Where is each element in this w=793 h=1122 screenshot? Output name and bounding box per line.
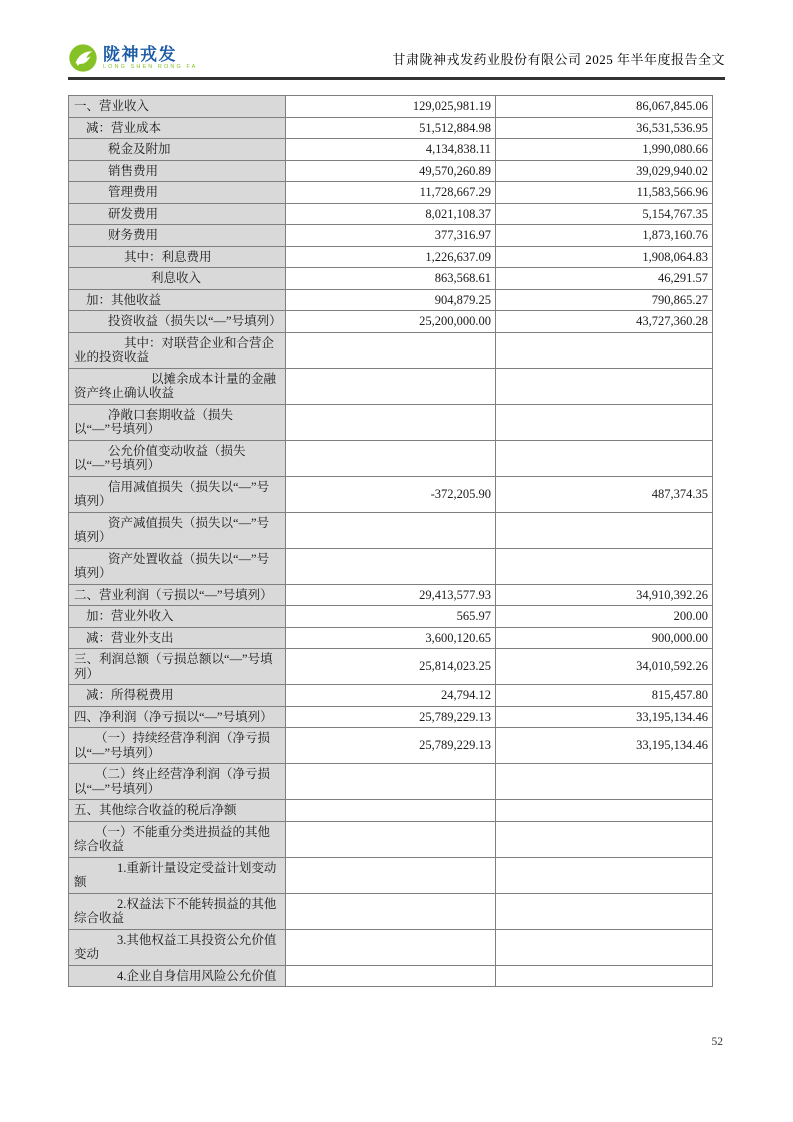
row-value-current-period: 8,021,108.37 [286, 203, 496, 225]
income-statement-table [68, 95, 713, 987]
row-value-current-period: 129,025,981.19 [286, 96, 496, 118]
row-value-prior-period: 200.00 [496, 606, 713, 628]
row-value-current-period: 11,728,667.29 [286, 182, 496, 204]
row-value-current-period: 863,568.61 [286, 268, 496, 290]
row-value-current-period [286, 548, 496, 584]
row-value-prior-period: 900,000.00 [496, 627, 713, 649]
row-value-prior-period [496, 404, 713, 440]
row-value-prior-period: 43,727,360.28 [496, 311, 713, 333]
row-value-prior-period: 1,873,160.76 [496, 225, 713, 247]
row-label: 财务费用 [69, 225, 286, 247]
table-row [69, 764, 713, 800]
row-value-prior-period [496, 368, 713, 404]
row-label: 减：营业成本 [69, 117, 286, 139]
row-label: 信用减值损失（损失以“—”号填列） [69, 476, 286, 512]
row-value-prior-period: 36,531,536.95 [496, 117, 713, 139]
row-value-prior-period [496, 821, 713, 857]
row-value-current-period: 49,570,260.89 [286, 160, 496, 182]
row-label: 1.重新计量设定受益计划变动额 [69, 857, 286, 893]
row-label: 投资收益（损失以“—”号填列） [69, 311, 286, 333]
row-label: 净敞口套期收益（损失以“—”号填列） [69, 404, 286, 440]
row-value-prior-period: 34,910,392.26 [496, 584, 713, 606]
row-value-current-period: 24,794.12 [286, 685, 496, 707]
row-label: 2.权益法下不能转损益的其他综合收益 [69, 893, 286, 929]
row-value-prior-period: 39,029,940.02 [496, 160, 713, 182]
logo-text [103, 46, 197, 71]
table-row [69, 685, 713, 707]
row-value-prior-period: 790,865.27 [496, 289, 713, 311]
table-row [69, 246, 713, 268]
row-value-current-period [286, 332, 496, 368]
table-row [69, 476, 713, 512]
row-value-current-period: 29,413,577.93 [286, 584, 496, 606]
report-title: 甘肃陇神戎发药业股份有限公司 2025 年半年度报告全文 [392, 51, 725, 67]
row-value-prior-period: 1,990,080.66 [496, 139, 713, 161]
row-value-prior-period: 46,291.57 [496, 268, 713, 290]
row-label: 加：其他收益 [69, 289, 286, 311]
row-value-current-period: 904,879.25 [286, 289, 496, 311]
table-row [69, 728, 713, 764]
page-header [68, 42, 725, 74]
row-label: 税金及附加 [69, 139, 286, 161]
row-value-current-period [286, 764, 496, 800]
row-value-prior-period [496, 332, 713, 368]
row-value-current-period: 4,134,838.11 [286, 139, 496, 161]
row-value-prior-period [496, 440, 713, 476]
row-label: 减：所得税费用 [69, 685, 286, 707]
row-label: （一）不能重分类进损益的其他综合收益 [69, 821, 286, 857]
table-row [69, 332, 713, 368]
row-value-prior-period [496, 764, 713, 800]
row-value-current-period: 1,226,637.09 [286, 246, 496, 268]
row-label: 二、营业利润（亏损以“—”号填列） [69, 584, 286, 606]
row-label: 以摊余成本计量的金融资产终止确认收益 [69, 368, 286, 404]
row-value-current-period [286, 404, 496, 440]
table-row [69, 440, 713, 476]
table-row [69, 225, 713, 247]
table-row [69, 606, 713, 628]
table-row [69, 160, 713, 182]
logo-bird-icon [68, 43, 98, 73]
table-row [69, 929, 713, 965]
table-row [69, 627, 713, 649]
row-value-prior-period: 5,154,767.35 [496, 203, 713, 225]
table-row [69, 548, 713, 584]
table-row [69, 311, 713, 333]
table-row [69, 268, 713, 290]
row-label: 五、其他综合收益的税后净额 [69, 800, 286, 822]
table-row [69, 182, 713, 204]
table-row [69, 584, 713, 606]
row-value-prior-period: 86,067,845.06 [496, 96, 713, 118]
row-value-current-period [286, 893, 496, 929]
row-value-prior-period [496, 857, 713, 893]
row-value-prior-period: 34,010,592.26 [496, 649, 713, 685]
row-value-prior-period [496, 512, 713, 548]
table-row [69, 965, 713, 987]
table-row [69, 649, 713, 685]
row-value-current-period: 25,789,229.13 [286, 728, 496, 764]
page-footer [68, 1036, 725, 1048]
row-value-prior-period [496, 965, 713, 987]
row-value-current-period: 25,789,229.13 [286, 706, 496, 728]
row-value-current-period [286, 821, 496, 857]
company-logo [68, 43, 197, 73]
row-label: 研发费用 [69, 203, 286, 225]
row-label: 一、营业收入 [69, 96, 286, 118]
row-label: 管理费用 [69, 182, 286, 204]
row-value-prior-period: 487,374.35 [496, 476, 713, 512]
row-label: （二）终止经营净利润（净亏损以“—”号填列） [69, 764, 286, 800]
row-label: （一）持续经营净利润（净亏损以“—”号填列） [69, 728, 286, 764]
row-value-prior-period: 815,457.80 [496, 685, 713, 707]
row-label: 减：营业外支出 [69, 627, 286, 649]
table-row [69, 96, 713, 118]
table-row [69, 289, 713, 311]
row-value-current-period: 377,316.97 [286, 225, 496, 247]
logo-brand-cn: 陇神戎发 [103, 44, 177, 64]
row-value-current-period [286, 512, 496, 548]
row-label: 资产处置收益（损失以“—”号填列） [69, 548, 286, 584]
table-row [69, 706, 713, 728]
row-value-current-period: 3,600,120.65 [286, 627, 496, 649]
row-label: 4.企业自身信用风险公允价值 [69, 965, 286, 987]
row-label: 四、净利润（净亏损以“—”号填列） [69, 706, 286, 728]
row-value-prior-period: 11,583,566.96 [496, 182, 713, 204]
table-row [69, 893, 713, 929]
row-label: 其中：对联营企业和合营企业的投资收益 [69, 332, 286, 368]
table-row [69, 800, 713, 822]
row-value-prior-period: 1,908,064.83 [496, 246, 713, 268]
row-value-current-period: 25,200,000.00 [286, 311, 496, 333]
row-value-prior-period [496, 893, 713, 929]
row-label: 其中：利息费用 [69, 246, 286, 268]
row-value-current-period [286, 440, 496, 476]
row-value-current-period: 565.97 [286, 606, 496, 628]
row-value-current-period [286, 929, 496, 965]
row-label: 利息收入 [69, 268, 286, 290]
row-value-prior-period [496, 800, 713, 822]
table-row [69, 139, 713, 161]
row-value-current-period: -372,205.90 [286, 476, 496, 512]
row-value-prior-period [496, 548, 713, 584]
row-value-current-period [286, 857, 496, 893]
row-label: 3.其他权益工具投资公允价值变动 [69, 929, 286, 965]
table-row [69, 368, 713, 404]
row-value-prior-period [496, 929, 713, 965]
row-label: 公允价值变动收益（损失以“—”号填列） [69, 440, 286, 476]
income-statement-table-body [69, 96, 713, 987]
logo-brand-en: LONG SHEN RONG FA [103, 63, 198, 70]
row-value-current-period: 25,814,023.25 [286, 649, 496, 685]
table-row [69, 512, 713, 548]
row-value-current-period [286, 800, 496, 822]
table-row [69, 857, 713, 893]
table-row [69, 404, 713, 440]
row-value-current-period [286, 965, 496, 987]
table-row [69, 117, 713, 139]
page-number: 52 [711, 1036, 723, 1048]
header-divider [68, 77, 725, 80]
row-value-current-period: 51,512,884.98 [286, 117, 496, 139]
row-value-prior-period: 33,195,134.46 [496, 728, 713, 764]
table-row [69, 821, 713, 857]
row-label: 资产减值损失（损失以“—”号填列） [69, 512, 286, 548]
row-label: 加：营业外收入 [69, 606, 286, 628]
row-label: 销售费用 [69, 160, 286, 182]
row-value-prior-period: 33,195,134.46 [496, 706, 713, 728]
row-value-current-period [286, 368, 496, 404]
table-row [69, 203, 713, 225]
row-label: 三、利润总额（亏损总额以“—”号填列） [69, 649, 286, 685]
